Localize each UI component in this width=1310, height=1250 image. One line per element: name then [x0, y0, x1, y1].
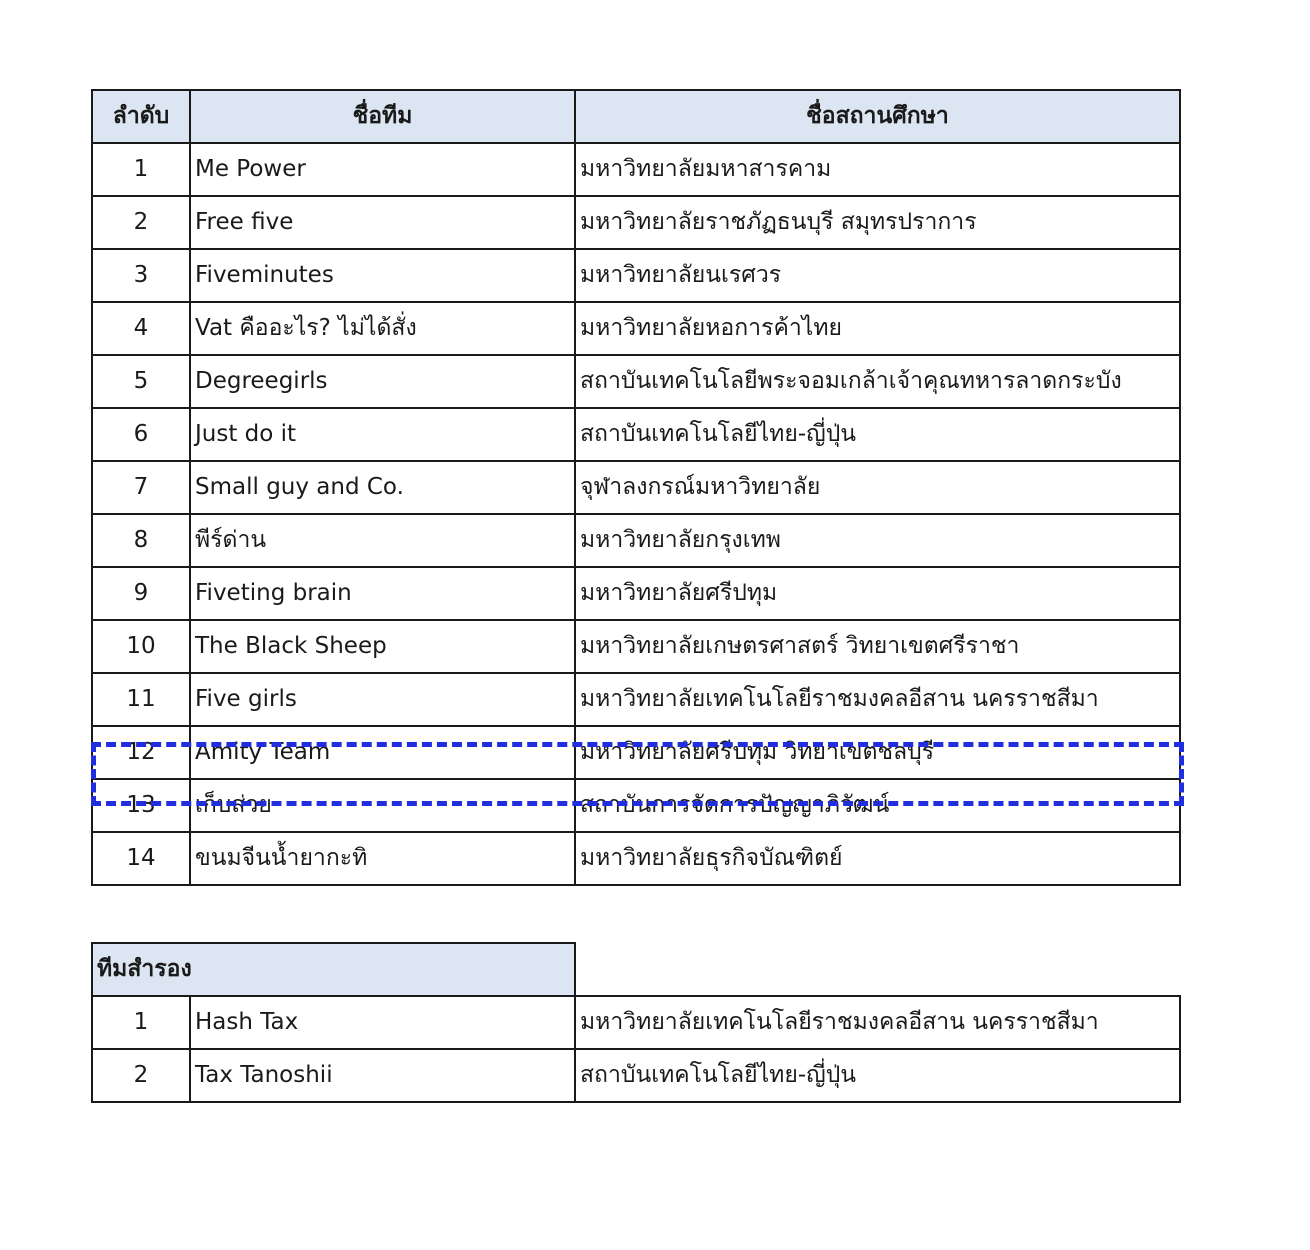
- row-number: 10: [92, 620, 190, 673]
- table-row: [92, 996, 1180, 1049]
- school-name: สถาบันเทคโนโลยีไทย-ญี่ปุ่น: [575, 408, 1180, 461]
- school-name: มหาวิทยาลัยเทคโนโลยีราชมงคลอีสาน นครราชสีมา: [575, 673, 1180, 726]
- school-name: มหาวิทยาลัยศรีปทุม: [575, 567, 1180, 620]
- row-number: 2: [92, 1049, 190, 1102]
- header-team-name: ชื่อทีม: [190, 90, 575, 143]
- school-name: มหาวิทยาลัยนเรศวร: [575, 249, 1180, 302]
- team-name: Vat คืออะไร? ไม่ได้สั่ง: [190, 302, 575, 355]
- row-number: 1: [92, 143, 190, 196]
- table-row: [92, 832, 1180, 885]
- school-name: สถาบันการจัดการปัญญาภิวัฒน์: [575, 779, 1180, 832]
- table-row: [92, 143, 1180, 196]
- table-row-highlighted: [92, 726, 1180, 779]
- table-row: [92, 1049, 1180, 1102]
- team-name: Hash Tax: [190, 996, 575, 1049]
- team-name: Five girls: [190, 673, 575, 726]
- team-list-table: [91, 89, 1181, 886]
- table-row: [92, 355, 1180, 408]
- table-row: [92, 620, 1180, 673]
- table-row: [92, 196, 1180, 249]
- school-name: มหาวิทยาลัยหอการค้าไทย: [575, 302, 1180, 355]
- team-name: Free five: [190, 196, 575, 249]
- row-number: 14: [92, 832, 190, 885]
- team-name: Just do it: [190, 408, 575, 461]
- table-row: [92, 567, 1180, 620]
- table-row: [92, 514, 1180, 567]
- row-number: 9: [92, 567, 190, 620]
- row-number: 12: [92, 726, 190, 779]
- school-name: สถาบันเทคโนโลยีไทย-ญี่ปุ่น: [575, 1049, 1180, 1102]
- row-number: 8: [92, 514, 190, 567]
- row-number: 5: [92, 355, 190, 408]
- header-school-name: ชื่อสถานศึกษา: [575, 90, 1180, 143]
- team-name: พีร์ด่าน: [190, 514, 575, 567]
- reserve-header-row: [92, 943, 1180, 996]
- team-name: Fiveting brain: [190, 567, 575, 620]
- reserve-team-table: [91, 942, 1181, 1103]
- team-name: Degreegirls: [190, 355, 575, 408]
- team-name: Tax Tanoshii: [190, 1049, 575, 1102]
- team-name: Me Power: [190, 143, 575, 196]
- team-name: Fiveminutes: [190, 249, 575, 302]
- row-number: 11: [92, 673, 190, 726]
- school-name: มหาวิทยาลัยธุรกิจบัณฑิตย์: [575, 832, 1180, 885]
- row-number: 6: [92, 408, 190, 461]
- row-number: 1: [92, 996, 190, 1049]
- school-name: สถาบันเทคโนโลยีพระจอมเกล้าเจ้าคุณทหารลาดกระบัง: [575, 355, 1180, 408]
- empty-cell: [575, 943, 1180, 996]
- school-name: มหาวิทยาลัยศรีปทุม วิทยาเขตชลบุรี: [575, 726, 1180, 779]
- row-number: 13: [92, 779, 190, 832]
- table-row: [92, 408, 1180, 461]
- table-row: [92, 302, 1180, 355]
- row-number: 4: [92, 302, 190, 355]
- table-header-row: [92, 90, 1180, 143]
- team-name: The Black Sheep: [190, 620, 575, 673]
- table-row: [92, 461, 1180, 514]
- header-order: ลำดับ: [92, 90, 190, 143]
- school-name: มหาวิทยาลัยมหาสารคาม: [575, 143, 1180, 196]
- team-name: ขนมจีนน้ำยากะทิ: [190, 832, 575, 885]
- row-number: 3: [92, 249, 190, 302]
- school-name: มหาวิทยาลัยกรุงเทพ: [575, 514, 1180, 567]
- school-name: มหาวิทยาลัยเกษตรศาสตร์ วิทยาเขตศรีราชา: [575, 620, 1180, 673]
- school-name: มหาวิทยาลัยเทคโนโลยีราชมงคลอีสาน นครราชสีมา: [575, 996, 1180, 1049]
- team-name: Small guy and Co.: [190, 461, 575, 514]
- row-number: 2: [92, 196, 190, 249]
- table-row: [92, 779, 1180, 832]
- school-name: จุฬาลงกรณ์มหาวิทยาลัย: [575, 461, 1180, 514]
- team-name: Amity Team: [190, 726, 575, 779]
- school-name: มหาวิทยาลัยราชภัฏธนบุรี สมุทรปราการ: [575, 196, 1180, 249]
- row-number: 7: [92, 461, 190, 514]
- table-row: [92, 249, 1180, 302]
- team-name: เก็บส่วย: [190, 779, 575, 832]
- reserve-title: ทีมสำรอง: [92, 943, 575, 996]
- table-row: [92, 673, 1180, 726]
